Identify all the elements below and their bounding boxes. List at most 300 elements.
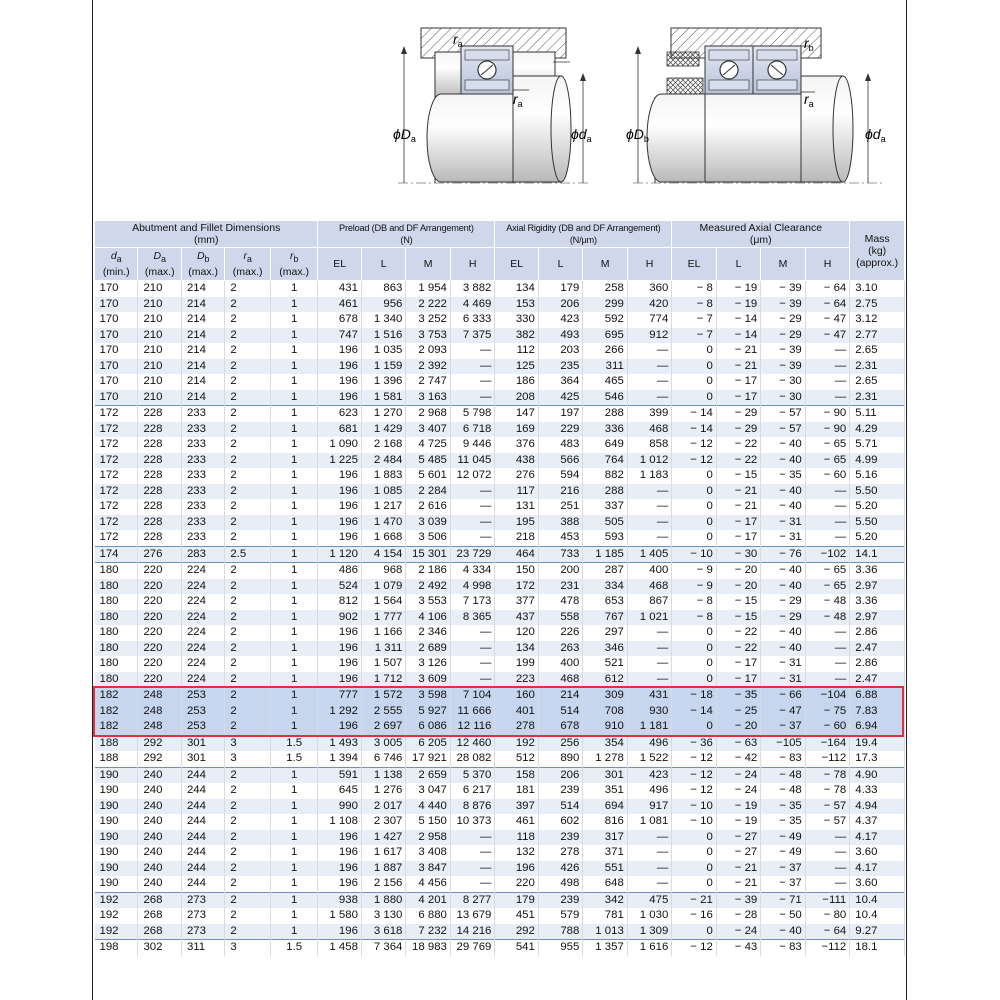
- table-cell: 1 887: [361, 861, 405, 877]
- table-cell: − 76: [761, 546, 805, 563]
- table-cell: 6 718: [450, 422, 494, 438]
- table-cell: 196: [318, 641, 361, 657]
- table-cell: 3 882: [450, 281, 494, 297]
- table-cell: 19.4: [850, 735, 905, 751]
- table-cell: 214: [181, 328, 224, 344]
- table-cell: —: [805, 499, 850, 515]
- table-cell: 336: [583, 422, 627, 438]
- table-cell: − 10: [672, 546, 716, 563]
- table-row: [95, 499, 905, 515]
- table-cell: 268: [138, 892, 181, 908]
- table-cell: 351: [583, 783, 627, 799]
- table-cell: − 47: [805, 312, 850, 328]
- table-cell: − 49: [761, 830, 805, 846]
- table-cell: 882: [583, 468, 627, 484]
- table-cell: 4.37: [850, 814, 905, 830]
- table-cell: 244: [181, 814, 224, 830]
- table-cell: 4.90: [850, 767, 905, 783]
- table-cell: 2.65: [850, 374, 905, 390]
- table-cell: − 40: [761, 484, 805, 500]
- table-cell: 13 679: [450, 908, 494, 924]
- table-cell: —: [450, 625, 494, 641]
- table-cell: 190: [95, 799, 138, 815]
- table-cell: 196: [318, 468, 361, 484]
- table-cell: 199: [495, 656, 538, 672]
- table-cell: − 10: [672, 799, 716, 815]
- table-cell: 18.1: [850, 940, 905, 956]
- table-cell: − 65: [805, 437, 850, 453]
- table-cell: 4.17: [850, 830, 905, 846]
- table-cell: 483: [538, 437, 582, 453]
- table-cell: − 21: [716, 876, 760, 892]
- table-cell: − 25: [716, 704, 760, 720]
- table-cell: 196: [318, 530, 361, 546]
- table-cell: 233: [181, 468, 224, 484]
- table-cell: 158: [495, 767, 538, 783]
- table-cell: —: [627, 830, 672, 846]
- table-cell: − 7: [672, 312, 716, 328]
- table-cell: 182: [95, 688, 138, 704]
- table-cell: 7 364: [361, 940, 405, 956]
- table-cell: 3 126: [406, 656, 450, 672]
- table-cell: 1 185: [583, 546, 627, 563]
- table-cell: 240: [138, 845, 181, 861]
- table-cell: 196: [318, 861, 361, 877]
- table-cell: − 47: [761, 704, 805, 720]
- table-cell: − 43: [716, 940, 760, 956]
- table-cell: 218: [495, 530, 538, 546]
- table-cell: − 37: [761, 876, 805, 892]
- table-cell: 8 876: [450, 799, 494, 815]
- table-cell: − 12: [672, 751, 716, 767]
- table-cell: 917: [627, 799, 672, 815]
- table-cell: 4 469: [450, 297, 494, 313]
- table-cell: − 35: [761, 814, 805, 830]
- table-cell: 451: [495, 908, 538, 924]
- table-row: [95, 892, 905, 908]
- table-cell: 0: [672, 719, 716, 735]
- catalog-page: [92, 0, 907, 1000]
- table-cell: 612: [583, 672, 627, 688]
- table-cell: 228: [138, 468, 181, 484]
- table-cell: 220: [495, 876, 538, 892]
- table-cell: − 31: [761, 672, 805, 688]
- table-cell: − 29: [761, 610, 805, 626]
- table-cell: 7 375: [450, 328, 494, 344]
- table-cell: 7.83: [850, 704, 905, 720]
- table-cell: 253: [181, 688, 224, 704]
- table-cell: 214: [538, 688, 582, 704]
- table-cell: − 17: [716, 390, 760, 406]
- table-cell: − 40: [761, 641, 805, 657]
- table-cell: 224: [181, 656, 224, 672]
- table-cell: 278: [538, 845, 582, 861]
- table-cell: 1: [270, 672, 318, 688]
- table-cell: 0: [672, 924, 716, 940]
- table-cell: 694: [583, 799, 627, 815]
- table-cell: 244: [181, 861, 224, 877]
- table-cell: − 9: [672, 579, 716, 595]
- table-cell: − 65: [805, 453, 850, 469]
- table-cell: 623: [318, 406, 361, 422]
- table-cell: 1 166: [361, 625, 405, 641]
- table-cell: 2: [225, 861, 271, 877]
- table-cell: 1: [270, 656, 318, 672]
- ra-top-label: $r_a$: [453, 31, 463, 49]
- table-cell: 1 013: [583, 924, 627, 940]
- table-cell: 180: [95, 656, 138, 672]
- table-cell: − 64: [805, 281, 850, 297]
- table-cell: − 71: [761, 892, 805, 908]
- table-cell: 5 485: [406, 453, 450, 469]
- table-cell: 172: [95, 422, 138, 438]
- table-cell: − 40: [761, 453, 805, 469]
- table-cell: − 48: [805, 594, 850, 610]
- table-cell: 196: [318, 625, 361, 641]
- table-cell: − 39: [716, 892, 760, 908]
- table-cell: − 29: [761, 328, 805, 344]
- table-cell: 288: [583, 484, 627, 500]
- table-cell: 912: [627, 328, 672, 344]
- table-cell: − 16: [672, 908, 716, 924]
- table-cell: − 31: [761, 656, 805, 672]
- table-cell: 150: [495, 563, 538, 579]
- table-cell: 1 030: [627, 908, 672, 924]
- table-cell: 514: [538, 799, 582, 815]
- table-row: [95, 876, 905, 892]
- table-cell: 475: [627, 892, 672, 908]
- table-row: [95, 656, 905, 672]
- table-cell: − 12: [672, 767, 716, 783]
- preload-EL-header: EL: [318, 248, 361, 281]
- table-cell: 223: [495, 672, 538, 688]
- table-cell: 1: [270, 515, 318, 531]
- table-cell: 2 392: [406, 359, 450, 375]
- table-cell: 0: [672, 390, 716, 406]
- table-cell: − 63: [716, 735, 760, 751]
- table-cell: 3 047: [406, 783, 450, 799]
- table-cell: 2.86: [850, 625, 905, 641]
- table-row: [95, 625, 905, 641]
- table-cell: 1 516: [361, 328, 405, 344]
- table-cell: 172: [495, 579, 538, 595]
- table-cell: 196: [318, 719, 361, 735]
- table-cell: 1: [270, 579, 318, 595]
- table-cell: − 14: [716, 312, 760, 328]
- phi-Da-label: $\phi D_a$: [393, 126, 416, 144]
- table-cell: 240: [138, 861, 181, 877]
- table-cell: 292: [495, 924, 538, 940]
- table-cell: − 19: [716, 281, 760, 297]
- table-row: [95, 515, 905, 531]
- clearance-EL-header: EL: [672, 248, 716, 281]
- table-cell: − 57: [805, 814, 850, 830]
- table-cell: 1 581: [361, 390, 405, 406]
- table-cell: − 27: [716, 830, 760, 846]
- table-cell: − 29: [761, 594, 805, 610]
- table-cell: − 57: [761, 422, 805, 438]
- table-cell: 678: [538, 719, 582, 735]
- table-cell: 1 616: [627, 940, 672, 956]
- table-cell: 240: [138, 767, 181, 783]
- table-cell: —: [627, 359, 672, 375]
- preload-M-header: M: [406, 248, 450, 281]
- table-cell: 2: [225, 767, 271, 783]
- table-cell: 17.3: [850, 751, 905, 767]
- table-cell: − 19: [716, 799, 760, 815]
- table-cell: 180: [95, 594, 138, 610]
- table-cell: 220: [138, 594, 181, 610]
- table-cell: − 35: [761, 468, 805, 484]
- table-cell: − 17: [716, 672, 760, 688]
- table-cell: 276: [138, 546, 181, 563]
- table-cell: 2: [225, 892, 271, 908]
- table-cell: − 39: [761, 343, 805, 359]
- table-cell: 890: [538, 751, 582, 767]
- table-cell: 2.5: [225, 546, 271, 563]
- table-cell: − 60: [805, 719, 850, 735]
- table-cell: 496: [627, 783, 672, 799]
- table-cell: 233: [181, 422, 224, 438]
- table-cell: 220: [138, 563, 181, 579]
- table-cell: 1 012: [627, 453, 672, 469]
- table-cell: 1: [270, 312, 318, 328]
- table-cell: 371: [583, 845, 627, 861]
- table-cell: − 24: [716, 767, 760, 783]
- table-cell: 4.33: [850, 783, 905, 799]
- table-cell: 192: [95, 924, 138, 940]
- table-cell: 594: [538, 468, 582, 484]
- table-cell: 210: [138, 390, 181, 406]
- table-cell: 1: [270, 453, 318, 469]
- table-cell: 767: [583, 610, 627, 626]
- table-cell: 2.97: [850, 610, 905, 626]
- table-cell: 425: [538, 390, 582, 406]
- table-cell: 190: [95, 861, 138, 877]
- table-cell: 224: [181, 625, 224, 641]
- table-cell: 1: [270, 814, 318, 830]
- table-cell: 210: [138, 343, 181, 359]
- table-cell: 228: [138, 437, 181, 453]
- table-cell: 273: [181, 908, 224, 924]
- table-cell: 2: [225, 814, 271, 830]
- table-cell: − 14: [672, 704, 716, 720]
- table-cell: − 47: [805, 328, 850, 344]
- table-cell: 220: [138, 656, 181, 672]
- table-cell: —: [805, 876, 850, 892]
- table-cell: 2 168: [361, 437, 405, 453]
- table-cell: 524: [318, 579, 361, 595]
- table-cell: 2 689: [406, 641, 450, 657]
- table-cell: 210: [138, 297, 181, 313]
- table-cell: 132: [495, 845, 538, 861]
- table-cell: 192: [95, 908, 138, 924]
- table-cell: 681: [318, 422, 361, 438]
- table-cell: 1: [270, 390, 318, 406]
- table-cell: 299: [583, 297, 627, 313]
- table-cell: − 40: [761, 563, 805, 579]
- table-row: [95, 783, 905, 799]
- table-cell: 2.31: [850, 359, 905, 375]
- table-cell: − 14: [672, 406, 716, 422]
- table-cell: 278: [495, 719, 538, 735]
- table-cell: 244: [181, 876, 224, 892]
- table-cell: − 83: [761, 751, 805, 767]
- table-cell: 7 173: [450, 594, 494, 610]
- table-cell: 695: [583, 328, 627, 344]
- table-cell: 287: [583, 563, 627, 579]
- table-cell: 493: [538, 328, 582, 344]
- table-cell: − 30: [761, 390, 805, 406]
- table-cell: 1 405: [627, 546, 672, 563]
- table-row: [95, 594, 905, 610]
- table-cell: 6 333: [450, 312, 494, 328]
- table-cell: 968: [361, 563, 405, 579]
- table-cell: 0: [672, 359, 716, 375]
- table-cell: 244: [181, 845, 224, 861]
- table-cell: 2: [225, 453, 271, 469]
- table-cell: 2: [225, 688, 271, 704]
- table-cell: 3 130: [361, 908, 405, 924]
- table-cell: 2 017: [361, 799, 405, 815]
- table-row: [95, 312, 905, 328]
- table-cell: 179: [538, 281, 582, 297]
- table-cell: 566: [538, 453, 582, 469]
- table-cell: 180: [95, 610, 138, 626]
- table-cell: − 42: [716, 751, 760, 767]
- table-cell: 210: [138, 328, 181, 344]
- phi-da-label-left: $\phi d_a$: [571, 126, 592, 144]
- table-cell: 2: [225, 625, 271, 641]
- table-cell: 203: [538, 343, 582, 359]
- table-cell: − 39: [761, 297, 805, 313]
- table-cell: 468: [627, 422, 672, 438]
- table-cell: −164: [805, 735, 850, 751]
- table-cell: 1 564: [361, 594, 405, 610]
- table-cell: 2: [225, 515, 271, 531]
- table-cell: 10 373: [450, 814, 494, 830]
- table-cell: 2: [225, 845, 271, 861]
- table-cell: 512: [495, 751, 538, 767]
- table-cell: 131: [495, 499, 538, 515]
- table-cell: 240: [138, 876, 181, 892]
- table-cell: 172: [95, 530, 138, 546]
- table-cell: 397: [495, 799, 538, 815]
- col-da-header: $d_a$ (min.): [95, 248, 138, 281]
- rigidity-group-header: Axial Rigidity (DB and DF Arrangement) (N/μm): [495, 221, 672, 248]
- table-cell: 955: [538, 940, 582, 956]
- col-Da-header: $D_a$ (max.): [138, 248, 181, 281]
- table-cell: 273: [181, 892, 224, 908]
- table-row: [95, 814, 905, 830]
- table-cell: 2: [225, 343, 271, 359]
- table-cell: 248: [138, 688, 181, 704]
- table-cell: 1: [270, 343, 318, 359]
- table-cell: 2: [225, 672, 271, 688]
- table-cell: 461: [318, 297, 361, 313]
- table-cell: 2 484: [361, 453, 405, 469]
- table-cell: 1 396: [361, 374, 405, 390]
- table-cell: 28 082: [450, 751, 494, 767]
- table-cell: 3 005: [361, 735, 405, 751]
- table-cell: —: [450, 830, 494, 846]
- table-cell: 592: [583, 312, 627, 328]
- table-cell: 2 093: [406, 343, 450, 359]
- table-cell: 195: [495, 515, 538, 531]
- table-cell: 3.12: [850, 312, 905, 328]
- table-cell: —: [450, 484, 494, 500]
- table-cell: 248: [138, 719, 181, 735]
- table-cell: 1 712: [361, 672, 405, 688]
- table-cell: − 15: [716, 610, 760, 626]
- table-cell: 938: [318, 892, 361, 908]
- table-cell: −104: [805, 688, 850, 704]
- rigidity-M-header: M: [583, 248, 627, 281]
- table-cell: 1 883: [361, 468, 405, 484]
- table-cell: 220: [138, 625, 181, 641]
- preload-group-header: Preload (DB and DF Arrangement) (N): [318, 221, 495, 248]
- table-cell: 1 617: [361, 845, 405, 861]
- table-cell: 258: [583, 281, 627, 297]
- table-cell: 1 181: [627, 719, 672, 735]
- table-cell: 233: [181, 437, 224, 453]
- table-cell: 551: [583, 861, 627, 877]
- table-cell: 1 090: [318, 437, 361, 453]
- table-cell: —: [450, 672, 494, 688]
- table-cell: − 40: [761, 437, 805, 453]
- table-cell: 1: [270, 704, 318, 720]
- table-cell: —: [627, 656, 672, 672]
- table-cell: 1: [270, 719, 318, 735]
- table-cell: 1 292: [318, 704, 361, 720]
- table-cell: 169: [495, 422, 538, 438]
- table-cell: 4 334: [450, 563, 494, 579]
- table-cell: 5.20: [850, 530, 905, 546]
- table-cell: 1: [270, 594, 318, 610]
- table-row: [95, 704, 905, 720]
- table-cell: − 22: [716, 641, 760, 657]
- table-cell: 0: [672, 484, 716, 500]
- table-cell: 206: [538, 297, 582, 313]
- table-cell: 858: [627, 437, 672, 453]
- table-cell: 180: [95, 641, 138, 657]
- table-cell: − 8: [672, 281, 716, 297]
- table-cell: 1: [270, 845, 318, 861]
- table-cell: 437: [495, 610, 538, 626]
- table-cell: —: [450, 656, 494, 672]
- table-cell: 2: [225, 359, 271, 375]
- table-cell: 498: [538, 876, 582, 892]
- table-cell: 3 407: [406, 422, 450, 438]
- table-cell: 3 609: [406, 672, 450, 688]
- table-cell: 1 217: [361, 499, 405, 515]
- table-cell: 196: [318, 343, 361, 359]
- table-cell: 546: [583, 390, 627, 406]
- table-cell: 376: [495, 437, 538, 453]
- table-cell: 125: [495, 359, 538, 375]
- table-cell: 423: [538, 312, 582, 328]
- table-cell: 170: [95, 312, 138, 328]
- table-cell: 172: [95, 499, 138, 515]
- table-cell: 170: [95, 328, 138, 344]
- table-row: [95, 799, 905, 815]
- table-cell: 1 580: [318, 908, 361, 924]
- table-cell: 283: [181, 546, 224, 563]
- table-cell: 1: [270, 468, 318, 484]
- table-cell: 1 357: [583, 940, 627, 956]
- table-cell: 301: [181, 735, 224, 751]
- table-cell: 645: [318, 783, 361, 799]
